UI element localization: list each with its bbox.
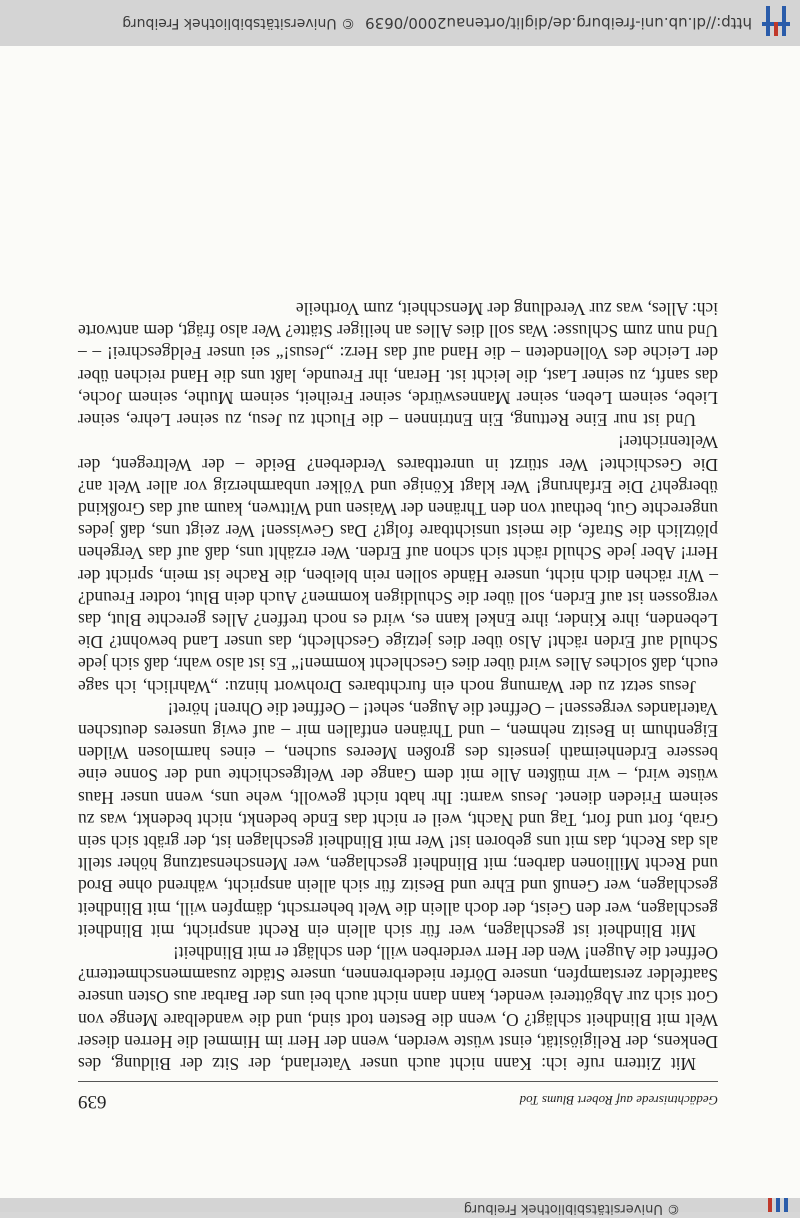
paragraph: Jesus setzt zu der Warnung noch ein furchtbares Drohwort hinzu: „Wahrlich, ich sage euch, daß solches Alles wird über dies Geschlecht kommen!“ Es ist also wahr, daß sich jede Schuld auf Erden rächt! Also über dies jetzige Geschlecht, das unser Land bewohnt? Die Lebenden, ihre Kinder, ihre Enkel kann es, wird es noch treffen? Alles gerechte Blut, das vergossen ist auf Erden, soll über die Schuldigen kommen? Auch dein Blut, todter Freund? – Wir rächen dich nicht, unsere Hände sollen rein bleiben, die Rache ist mein, spricht der Herr! Aber jede Schuld rächt sich schon auf Erden. Wer erzählt uns, daß auf das Vergehen plötzlich die Strafe, die meist unsichtbare folgt? Das Gewissen! Wer zeigt uns, daß jedes ungerechte Gut, bethaut von den Thränen der Waisen und Wittwen, kaum auf das Großkind übergeht? Die Erfahrung! Wer klagt Könige und Völker unbarmherzig vor aller Welt an? Die Geschichte! Wer stürzt in unrettbares Verderben? Beide – der Weltregent, der Weltenrichter! [78, 432, 718, 697]
footer-bar [0, 0, 800, 46]
page-url-link[interactable]: http://dl.ub.uni-freiburg.de/diglit/ortenau2000/0639 [365, 14, 752, 32]
running-head [78, 1084, 718, 1112]
scanned-page [0, 46, 800, 1198]
running-title: Gedächtnisrede auf Robert Blums Tod [519, 1093, 718, 1108]
library-logo-icon [756, 4, 796, 38]
paragraph: Und ist nur Eine Rettung, Ein Entrinnen – die Flucht zu Jesu, zu seiner Lehre, seiner Liebe, seinem Leben, seiner Manneswürde, seiner Freiheit, seinem Muthe, seinem Joche, das sanft, zu seiner Last, die leicht ist. Heran, ihr Freunde, laßt uns die Hand reichen über der Leiche des Vollendeten – die Hand auf das Herz: „Jesus!“ sei unser Feldgeschrei! – – Und nun zum Schlusse: Was soll dies Alles an heiliger Stätte? Wer also frägt, dem antworte ich: Alles, was zur Veredlung der Menschheit, zum Vortheile [78, 299, 718, 431]
header-rule [78, 1081, 718, 1082]
page-number: 639 [78, 1091, 107, 1112]
paragraph: Mit Blindheit ist geschlagen, wer für sich allein ein Recht anspricht, mit Blindheit geschlagen, wer den Geist, der doch allein die Welt beherrscht, dämpfen will, mit Blindheit geschlagen, wer Genuß und Ehre und Besitz für sich allein anspricht, während ohne Brod und Recht Millionen darben; mit Blindheit geschlagen, wer Menschensatzung höher stellt als das Recht, das mit uns geboren ist! Wer mit Blindheit geschlagen ist, der gräbt sich sein Grab, fort und fort, Tag und Nacht, weil er nicht das Ende bedenkt, nicht bedenkt, was zu seinem Frieden dienet. Jesus warnt: Ihr habt nicht gewollt, wehe uns, wenn unser Haus wüste wird, – wir müßten Alle mit dem Gange der Weltgeschichte und der Sonne eine bessere Erdenheimath jenseits des großen Meeres suchen, – eines harmlosen Wilden Eigenthum in Besitz nehmen, – und Thränen entfallen mir – auf ewig unseres deutschen Vaterlandes vergessen! – Oeffnet die Augen, sehet! – Oeffnet die Ohren! höret! [78, 698, 718, 941]
paragraph: Mit Zittern rufe ich: Kann nicht auch unser Vaterland, der Sitz der Bildung, des Denkens, der Religiösität, einst wüste werden, wenn der Herr im Himmel die Herren dieser Welt mit Blindheit schlägt? O, wenn die Besten todt sind, und die wandelbare Menge von Gott sich zur Abgötterei wendet, kann dann nicht auch bei uns der Barbar aus Osten unsere Saatfelder zerstampfen, unsere Dörfer niederbrennen, unsere Städte zusammenschmettern? Oeffnet die Augen! Wen der Herr verderben will, den schlägt er mit Blindheit! [78, 942, 718, 1074]
copyright-notice: © Universitätsbibliothek Freiburg [122, 15, 356, 31]
body-text [78, 298, 718, 1075]
top-strip [0, 1198, 800, 1216]
top-copyright: © Universitätsbibliothek Freiburg [463, 1201, 680, 1216]
